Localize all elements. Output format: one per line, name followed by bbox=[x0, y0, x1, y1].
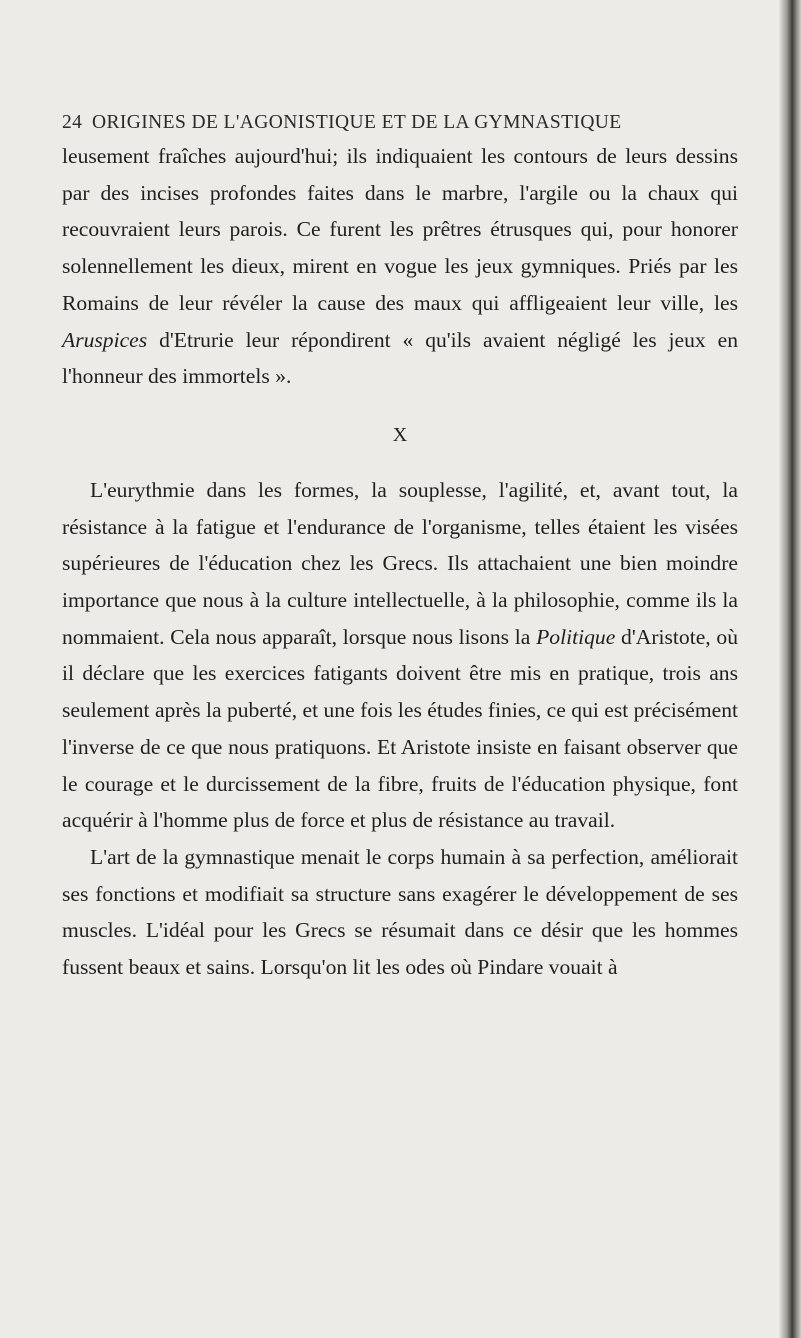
paragraph-3: L'art de la gymnastique menait le corps humain à sa perfection, améliorait ses fonctions et modifiait sa structure sans exagérer le développement de ses muscles. L'idéal pour les Grecs se résumait dans ce désir que les hommes fussent beaux et sains. Lorsqu'on lit les odes où Pindare vouait à bbox=[62, 844, 738, 980]
paragraph-1: leusement fraîches aujourd'hui; ils indiquaient les contours de leurs dessins par des incises profondes faites dans le marbre, l'argile ou la chaux qui recouvraient leurs parois. Ce furent les prêtres étrusques qui, pour honorer solennellement les dieux, mirent en vogue les jeux gymniques. Priés par les Romains de leur révéler la cause des maux qui affligeaient leur ville, les Aruspices d'Etrurie leur répondirent « qu'ils avaient négligé les jeux en l'honneur des immortels ». bbox=[62, 144, 739, 389]
italic-term: Aruspices bbox=[62, 327, 148, 352]
page-number: 24 bbox=[62, 112, 83, 133]
page-binding-edge bbox=[779, 0, 801, 1338]
paragraph-2: L'eurythmie dans les formes, la souplesse, l'agilité, et, avant tout, la résistance à la fatigue et l'endurance de l'organisme, telles étaient les visées supérieures de l'éducation chez les Grecs. Ils attachaient une bien moindre importance que nous à la culture intellectuelle, à la philosophie, comme ils la nommaient. Cela nous apparaît, lorsque nous lisons la Politique d'Aristote, où il déclare que les exercices fatigants doivent être mis en pratique, trois ans seulement après la puberté, et une fois les études finies, ce qui est précisément l'inverse de ce que nous pratiquons. Et Aristote insiste en faisant observer que le courage et le durcissement de la fibre, fruits de l'éducation physique, font acquérir à l'homme plus de force et plus de résistance au travail. bbox=[62, 477, 739, 833]
book-page bbox=[62, 0, 742, 1338]
section-numeral: X bbox=[392, 423, 408, 446]
running-header bbox=[62, 112, 742, 134]
italic-term: Politique bbox=[536, 624, 616, 649]
body-text bbox=[62, 138, 738, 986]
running-title: ORIGINES DE L'AGONISTIQUE ET DE LA GYMNASTIQUE bbox=[92, 112, 622, 133]
